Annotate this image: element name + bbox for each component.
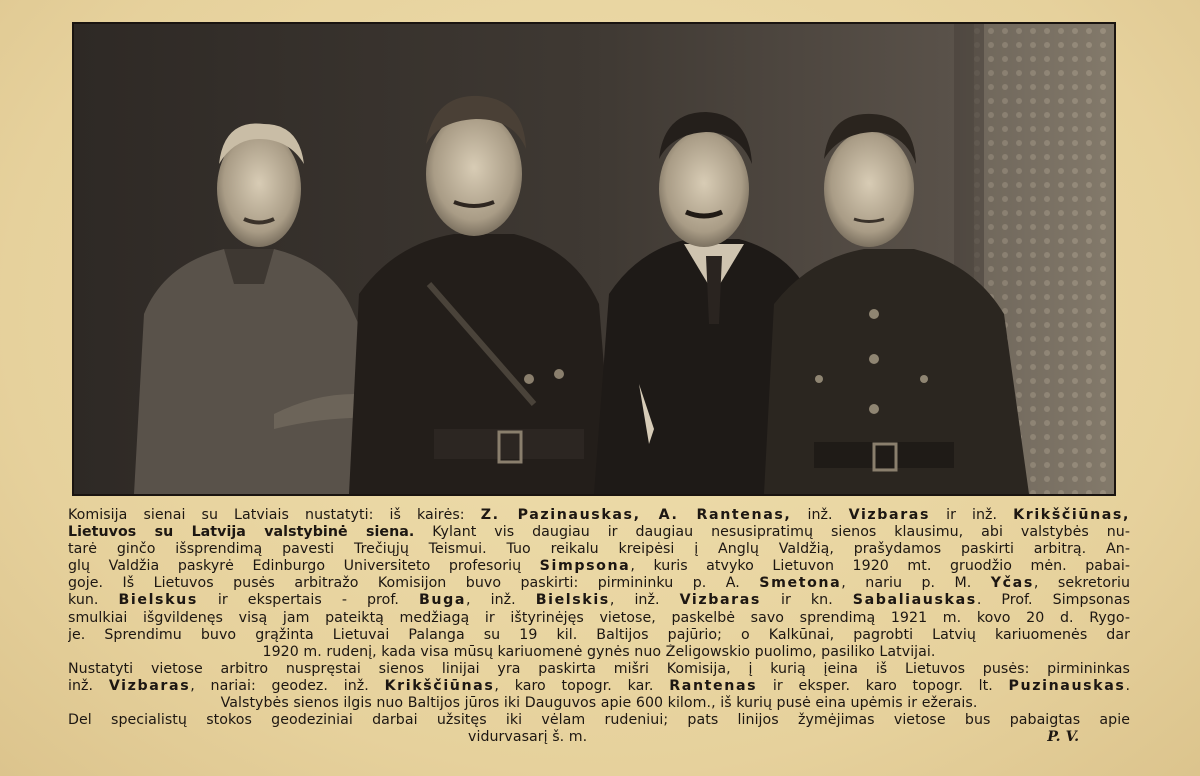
caption-line-4: glų Valdžia paskyrė Edinburgo Universiteto profesorių Simpsona, kuris atvyko Lietuvon 1920 mt. gruodžio mėn. pabai- [68,558,1130,575]
article-heading: Lietuvos su Latvija valstybinė siena. [68,524,415,541]
photo-caption-article [68,507,1130,746]
photograph-four-men-icon [74,24,1114,494]
caption-line-11: inž. Vizbaras, nariai: geodez. inž. Krikščiūnas, karo topogr. kar. Rantenas ir eksper. karo topogr. lt. Puzinauskas. [68,677,1130,694]
caption-line-13: Del specialistų stokos geodeziniai darbai užsitęs iki vėlam rudeniui; pats linijos žymėjimas vietose bus pabaigtas apie [68,712,1130,729]
caption-line-2: Lietuvos su Latvija valstybinė siena. Kylant vis daugiau ir daugiau nesusipratimų sienos klausimu, abi valstybės nu- [68,524,1130,541]
caption-line-8: je. Sprendimu buvo grąžinta Lietuvai Palanga su 19 kil. Baltijos pajūrio; o Kalkūnai, pagrobti Latvių kariuomenės dar [68,626,1130,643]
caption-line-10: Nustatyti vietose arbitro nuspręstai sienos linijai yra paskirta mišri Komisija, į kurią įeina iš Lietuvos pusės: pirmininkas [68,660,1130,677]
caption-line-9: 1920 m. rudenį, kada visa mūsų kariuomenė gynės nuo Želigowskio puolimo, pasiliko Latvijai. [262,643,936,660]
caption-line-5: goje. Iš Lietuvos pusės arbitražo Komisijon buvo paskirti: pirmininku p. A. Smetona, nariu p. M. Yčas, sekretoriu [68,575,1130,592]
caption-line-7: smulkiai išgvildenęs visą jam pateiktą medžiagą ir ištyrinėjęs vietose, paskelbė savo sprendimą 1921 m. kovo 20 d. Rygo- [68,609,1130,626]
caption-line-6: kun. Bielskus ir ekspertais - prof. Buga, inž. Bielskis, inž. Vizbaras ir kn. Sabaliauskas. Prof. Simpsonas [68,592,1130,609]
caption-line-14: vidurvasarį š. m. P. V. [468,729,1080,746]
group-photograph [72,22,1116,496]
caption-line-1: Komisija sienai su Latviais nustatyti: iš kairės: Z. Pazinauskas, A. Rantenas, inž. Vizbaras ir inž. Krikščiūnas, [68,507,1130,523]
author-signature: P. V. [1047,729,1080,746]
caption-line-3: tarė ginčo išsprendimą pavesti Trečiųjų Teismui. Tuo reikalu kreipėsi į Anglų Valdžią, prašydamos paskirti arbitrą. An- [68,541,1130,558]
caption-line-12: Valstybės sienos ilgis nuo Baltijos jūros iki Dauguvos apie 600 kilom., iš kurių pusė eina upėmis ir ežerais. [220,695,978,712]
